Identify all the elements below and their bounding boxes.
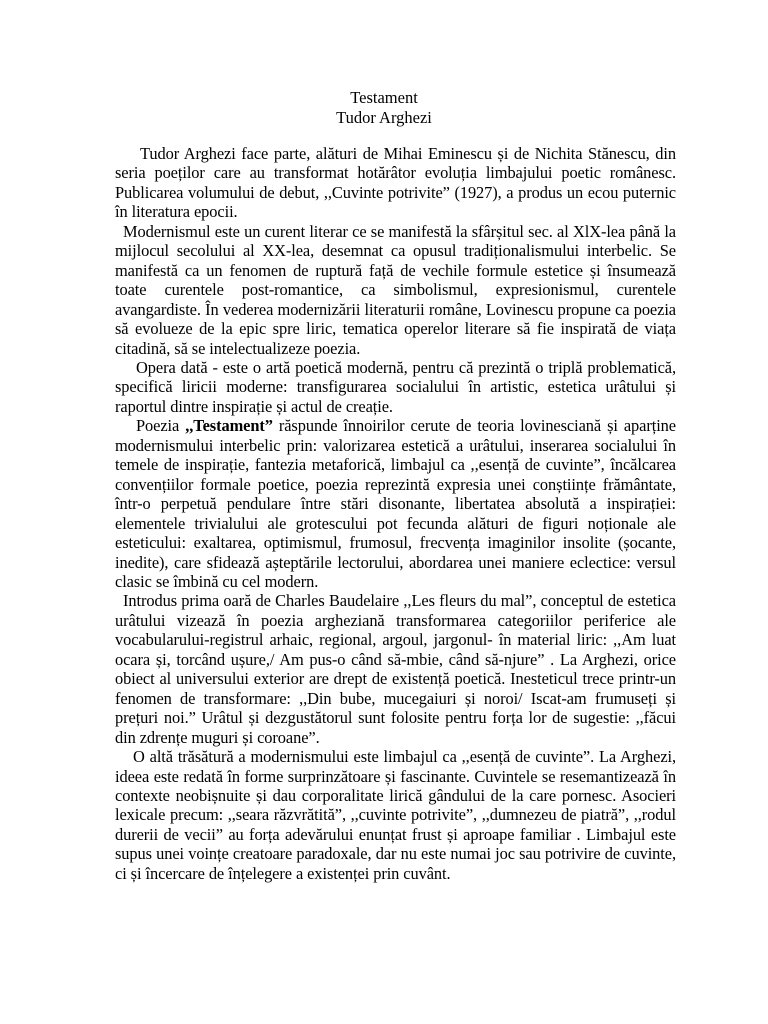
document-title: Testament — [350, 88, 418, 107]
paragraph-estetica-uratului: Introdus prima oară de Charles Baudelaire ,,Les fleurs du mal”, conceptul de estetica urâtului vizează în poezia argheziană transformarea categoriilor periferice ale vocabularului-registrul arhaic, regional, argoul, jargonul- în material liric: ,,Am luat ocara și, torcând ușure,/ Am pus-o când să-mbie, când să-njure” . La Arghezi, orice obiect al universului exterior are drept de existență poetică. Inesteticul trece printr-un fenomen de transformare: ,,Din bube, mucegaiuri și noroi/ Iscat-am frumuseți și prețuri noi.” Urâtul și dezgustătorul sunt folosite pentru forța lor de sugestie: ,,făcui din zdrențe muguri și coroane”. — [115, 591, 676, 747]
document-author: Tudor Arghezi — [336, 107, 432, 127]
document-body — [115, 144, 676, 883]
paragraph-testament — [115, 416, 676, 591]
paragraph-intro: Tudor Arghezi face parte, alături de Mihai Eminescu și de Nichita Stănescu, din seria poeților care au transformat hotărâtor evoluția limbajului poetic românesc. Publicarea volumului de debut, ,,Cuvinte potrivite” (1927), a produs un ecou puternic în literatura epocii. — [115, 144, 676, 222]
paragraph-modernism: Modernismul este un curent literar ce se manifestă la sfârșitul sec. al XlX-lea până la mijlocul secolului al XX-lea, desemnat ca opusul tradiționalismului interbelic. Se manifestă ca un fenomen de ruptură față de vechile formule estetice și însumează toate curentele post-romantice, ca simbolismul, expresionismul, curentele avangardiste. În vederea modernizării literaturii române, Lovinescu propune ca poezia să evolueze de la epic spre liric, tematica operelor literare să fie inspirată de viața citadină, să se intelectualizeze poezia. — [115, 221, 676, 358]
poem-title-bold: ,,Testament” — [185, 416, 273, 436]
paragraph-art-poetica: Opera dată - este o artă poetică modernă, pentru că prezintă o triplă problematică, specifică liricii moderne: transfigurarea socialului în artistic, estetica urâtului și raportul dintre inspirație și actul de creație. — [115, 357, 676, 416]
title-block — [0, 88, 768, 127]
paragraph-testament-after: răspunde înnoirilor cerute de teoria lovinesciană și aparține modernismului interbelic prin: valorizarea estetică a urâtului, inserarea socialului în temele de inspirație, fantezia metaforică, limbajul ca ,,esență de cuvinte”, încălcarea convențiilor formale poetice, poezia reprezintă expresia unei conștiințe frământate, într-o perpetuă pendulare între stări disonante, libertatea absolută a inspirației: elementele trivialului ale grotescului pot fecunda alături de figuri noționale ale esteticului: exaltarea, optimismul, frumosul, frecvența imaginilor insolite (șocante, inedite), care sfidează așteptările lectorului, abordarea unei maniere eclectice: versul clasic se îmbină cu cel modern. — [115, 416, 676, 591]
paragraph-testament-before: Poezia — [136, 416, 186, 436]
paragraph-limbaj: O altă trăsătură a modernismului este limbajul ca ,,esență de cuvinte”. La Arghezi, ideea este redată în forme surprinzătoare și fascinante. Cuvintele se resemantizează în contexte neobișnuite și dau corporalitate lirică gândului de la care pornesc. Asocieri lexicale precum: ,,seara răzvrătită”, ,,cuvinte potrivite”, ,,dumnezeu de piatră”, ,,rodul durerii de vecii” au forța adevărului enunțat frust și aproape familiar . Limbajul este supus unei voințe creatoare paradoxale, dar nu este numai joc sau potrivire de cuvinte, ci și încercare de înțelegere a existenței prin cuvânt. — [115, 747, 676, 883]
